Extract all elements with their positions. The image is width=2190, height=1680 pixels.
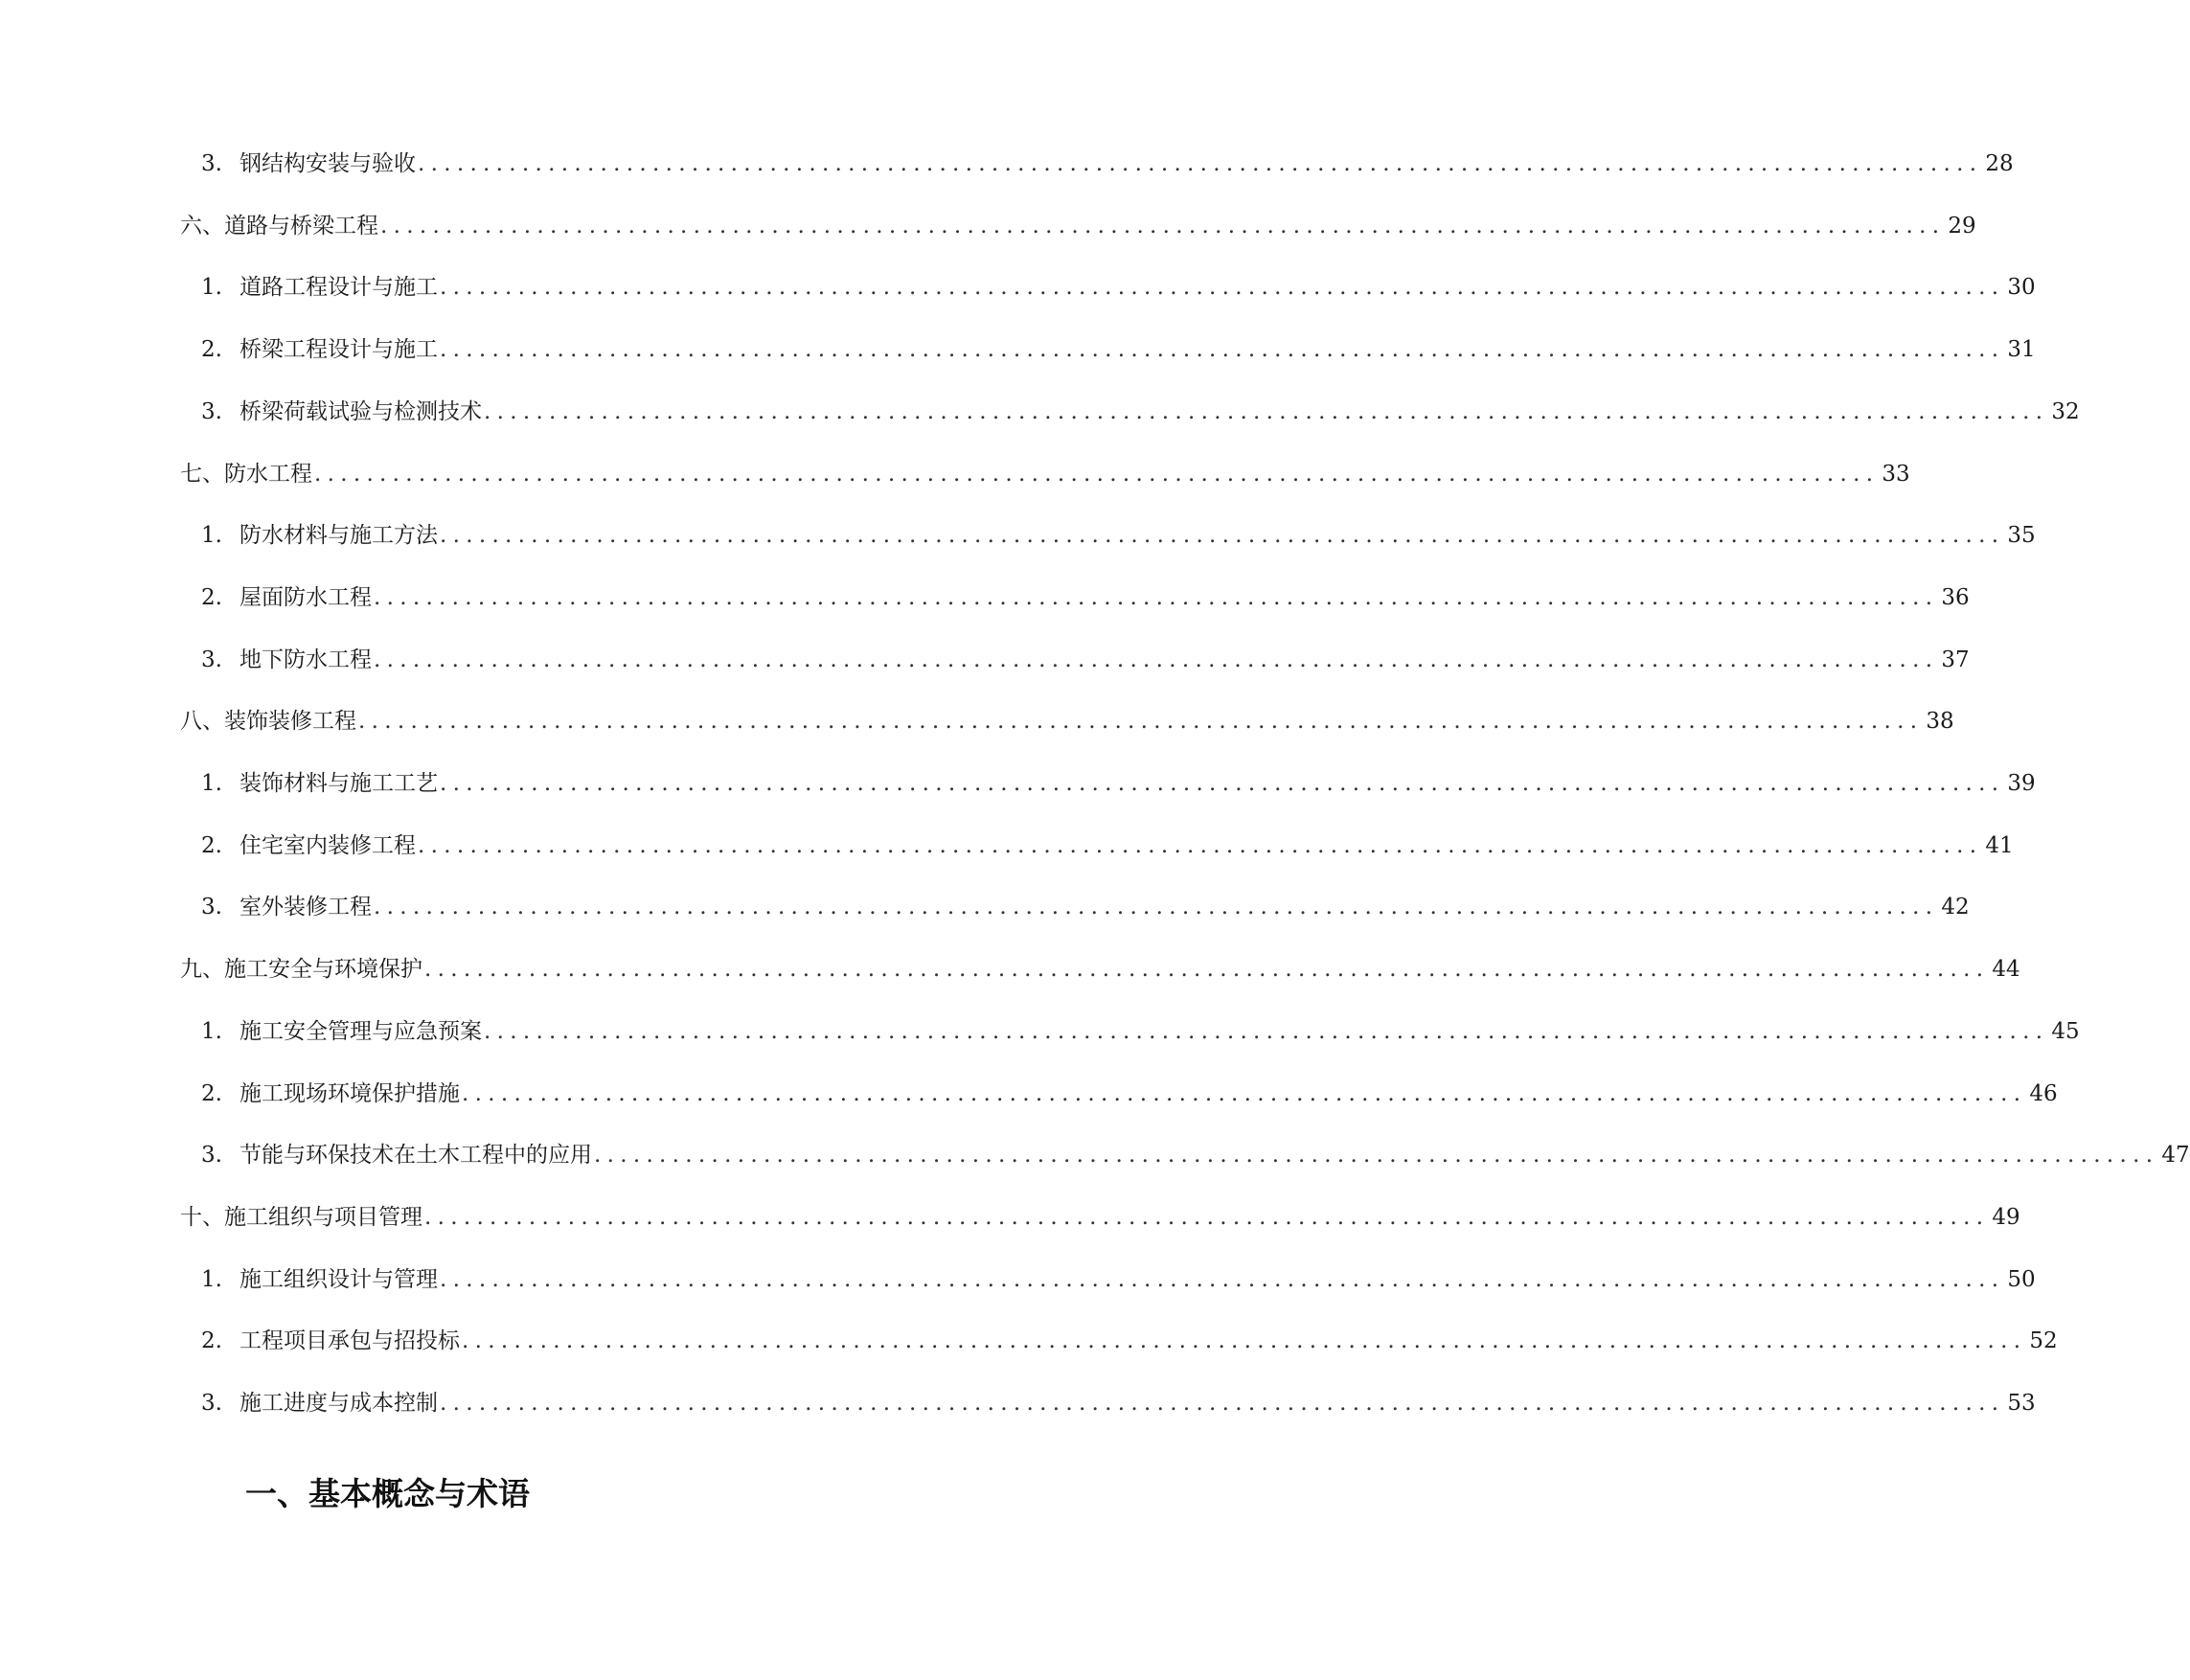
- toc-dot-leader: ........................................................................................................................: [380, 213, 1946, 238]
- toc-subsection-entry[interactable]: [201, 387, 2080, 425]
- toc-entry-title: 钢结构安装与验收: [240, 151, 416, 176]
- toc-subsection-entry[interactable]: [201, 1007, 2080, 1045]
- toc-dot-leader: ........................................................................................................................: [484, 1018, 2049, 1044]
- toc-page-number: 37: [1941, 647, 1970, 672]
- toc-entry-title: 十、施工组织与项目管理: [180, 1204, 422, 1230]
- toc-page-number: 32: [2051, 398, 2080, 424]
- toc-entry-title: 七、防水工程: [180, 461, 312, 487]
- toc-entry-title: 道路工程设计与施工: [240, 275, 438, 301]
- toc-dot-leader: ........................................................................................................................: [484, 398, 2049, 424]
- toc-entry-title: 节能与环保技术在土木工程中的应用: [240, 1143, 592, 1169]
- toc-dot-leader: ........................................................................................................................: [440, 275, 2005, 301]
- toc-page-number: 30: [2007, 275, 2036, 301]
- toc-page-number: 28: [1985, 151, 2014, 176]
- section-heading: 一、基本概念与术语: [245, 1475, 530, 1512]
- toc-subsection-entry[interactable]: [201, 1069, 2058, 1107]
- toc-entry-number: 2.: [201, 1328, 222, 1354]
- toc-dot-leader: ........................................................................................................................: [374, 647, 1939, 672]
- toc-subsection-entry[interactable]: [201, 139, 2014, 177]
- toc-entry-title: 桥梁工程设计与施工: [240, 337, 438, 363]
- toc-entry-title: 防水材料与施工方法: [240, 523, 438, 549]
- toc-entry-title: 住宅室内装修工程: [240, 832, 416, 858]
- toc-dot-leader: ........................................................................................................................: [418, 151, 1983, 176]
- toc-dot-leader: ........................................................................................................................: [440, 337, 2005, 363]
- toc-chapter-entry[interactable]: [180, 1192, 2020, 1231]
- toc-entry-number: 1.: [201, 275, 222, 301]
- toc-subsection-entry[interactable]: [201, 262, 2036, 301]
- toc-dot-leader: ........................................................................................................................: [424, 957, 1990, 983]
- toc-dot-leader: ........................................................................................................................: [424, 1204, 1990, 1230]
- toc-subsection-entry[interactable]: [201, 1378, 2036, 1417]
- toc-subsection-entry[interactable]: [201, 759, 2036, 797]
- toc-subsection-entry[interactable]: [201, 1255, 2036, 1293]
- toc-chapter-entry[interactable]: [180, 201, 1976, 239]
- toc-page-number: 49: [1992, 1204, 2020, 1230]
- toc-page-number: 45: [2051, 1018, 2080, 1044]
- toc-entry-number: 3.: [201, 647, 222, 672]
- toc-dot-leader: ........................................................................................................................: [314, 461, 1880, 487]
- toc-entry-number: 1.: [201, 1018, 222, 1044]
- toc-dot-leader: ........................................................................................................................: [462, 1328, 2027, 1354]
- toc-page-number: 33: [1882, 461, 1910, 487]
- toc-dot-leader: ........................................................................................................................: [440, 523, 2005, 549]
- toc-entry-title: 施工安全管理与应急预案: [240, 1018, 482, 1044]
- toc-dot-leader: ........................................................................................................................: [594, 1143, 2159, 1169]
- toc-entry-number: 3.: [201, 895, 222, 920]
- toc-page-number: 46: [2029, 1080, 2058, 1106]
- toc-entry-title: 施工组织设计与管理: [240, 1266, 438, 1292]
- toc-dot-leader: ........................................................................................................................: [440, 1391, 2005, 1416]
- toc-entry-number: 2.: [201, 337, 222, 363]
- toc-subsection-entry[interactable]: [201, 573, 1970, 611]
- toc-entry-title: 装饰材料与施工工艺: [240, 771, 438, 796]
- toc-page-number: 31: [2007, 337, 2036, 363]
- toc-entry-number: 2.: [201, 584, 222, 610]
- toc-entry-title: 地下防水工程: [240, 647, 372, 672]
- toc-page-number: 39: [2007, 771, 2036, 796]
- toc-entry-title: 桥梁荷载试验与检测技术: [240, 398, 482, 424]
- toc-chapter-entry[interactable]: [180, 944, 2020, 983]
- toc-subsection-entry[interactable]: [201, 511, 2036, 549]
- toc-entry-number: 1.: [201, 771, 222, 796]
- toc-dot-leader: ........................................................................................................................: [374, 584, 1939, 610]
- toc-entry-title: 九、施工安全与环境保护: [180, 957, 422, 983]
- toc-entry-number: 3.: [201, 1143, 222, 1169]
- toc-entry-title: 施工进度与成本控制: [240, 1391, 438, 1416]
- toc-entry-number: 1.: [201, 1266, 222, 1292]
- toc-entry-title: 六、道路与桥梁工程: [180, 213, 378, 238]
- toc-chapter-entry[interactable]: [180, 449, 1910, 488]
- toc-subsection-entry[interactable]: [201, 635, 1970, 673]
- toc-page-number: 52: [2029, 1328, 2058, 1354]
- toc-entry-title: 屋面防水工程: [240, 584, 372, 610]
- toc-page-number: 50: [2007, 1266, 2036, 1292]
- toc-entry-title: 工程项目承包与招投标: [240, 1328, 460, 1354]
- toc-subsection-entry[interactable]: [201, 1316, 2058, 1354]
- toc-entry-title: 八、装饰装修工程: [180, 709, 356, 735]
- toc-page-number: 44: [1992, 957, 2020, 983]
- toc-subsection-entry[interactable]: [201, 1130, 2190, 1169]
- toc-entry-number: 2.: [201, 832, 222, 858]
- toc-dot-leader: ........................................................................................................................: [418, 832, 1983, 858]
- toc-page-number: 36: [1941, 584, 1970, 610]
- toc-dot-leader: ........................................................................................................................: [462, 1080, 2027, 1106]
- toc-page-number: 53: [2007, 1391, 2036, 1416]
- toc-page-number: 42: [1941, 895, 1970, 920]
- toc-subsection-entry[interactable]: [201, 882, 1970, 920]
- toc-page-number: 47: [2161, 1143, 2190, 1169]
- toc-dot-leader: ........................................................................................................................: [374, 895, 1939, 920]
- toc-dot-leader: ........................................................................................................................: [440, 771, 2005, 796]
- toc-entry-title: 施工现场环境保护措施: [240, 1080, 460, 1106]
- toc-dot-leader: ........................................................................................................................: [440, 1266, 2005, 1292]
- toc-page-number: 35: [2007, 523, 2036, 549]
- toc-subsection-entry[interactable]: [201, 325, 2036, 363]
- toc-subsection-entry[interactable]: [201, 821, 2014, 859]
- toc-chapter-entry[interactable]: [180, 696, 1954, 735]
- toc-entry-number: 3.: [201, 398, 222, 424]
- toc-entry-number: 3.: [201, 1391, 222, 1416]
- toc-entry-number: 1.: [201, 523, 222, 549]
- toc-dot-leader: ........................................................................................................................: [358, 709, 1924, 735]
- toc-page-number: 41: [1985, 832, 2014, 858]
- toc-entry-number: 3.: [201, 151, 222, 176]
- toc-entry-number: 2.: [201, 1080, 222, 1106]
- toc-page-number: 29: [1948, 213, 1976, 238]
- toc-page-number: 38: [1926, 709, 1954, 735]
- toc-entry-title: 室外装修工程: [240, 895, 372, 920]
